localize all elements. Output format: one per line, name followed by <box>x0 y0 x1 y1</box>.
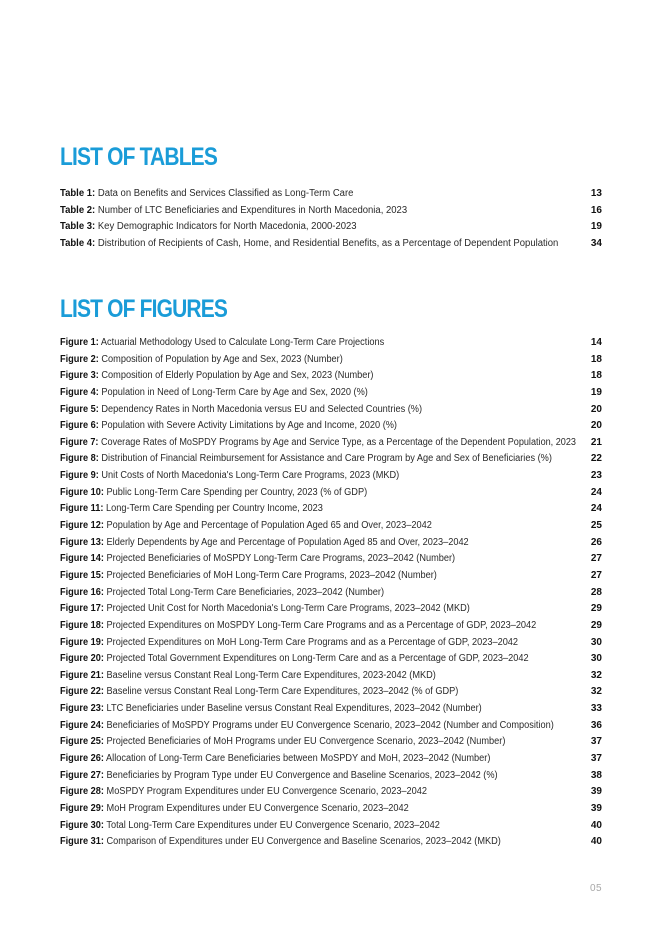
figure-entry-label: Figure 26: <box>60 753 104 765</box>
figure-entry-page-number: 30 <box>590 636 602 648</box>
figure-entry-label: Figure 24: <box>60 719 104 731</box>
figure-entry-text <box>60 718 554 735</box>
figure-entry-page-number: 27 <box>590 553 602 565</box>
figure-entry-page-number: 39 <box>590 802 602 814</box>
figure-entry-page-number: 23 <box>590 470 602 482</box>
figure-entry-text <box>60 518 432 535</box>
figure-entry-title: Elderly Dependents by Age and Percentage of Population Aged 85 and Over, 2023–2042 <box>106 536 469 548</box>
figure-entry-page-number: 38 <box>590 769 602 781</box>
figure-entry-title: Comparison of Expenditures under EU Convergence and Baseline Scenarios, 2023–2042 (MKD) <box>106 836 501 848</box>
figure-entry-label: Figure 28: <box>60 786 104 798</box>
page-number: 05 <box>590 883 603 894</box>
table-entry[interactable] <box>60 236 602 253</box>
table-entry-page-number: 34 <box>590 237 602 249</box>
table-entry-label: Table 4: <box>60 237 96 249</box>
table-entry-page-number: 16 <box>590 204 602 216</box>
figure-entry-text <box>60 585 384 602</box>
figure-entry[interactable] <box>60 418 602 435</box>
figure-entry[interactable] <box>60 368 602 385</box>
figure-entry-text <box>60 818 440 835</box>
figure-entry[interactable] <box>60 618 602 635</box>
figure-entry-title: Composition of Elderly Population by Age and Sex, 2023 (Number) <box>101 370 374 382</box>
figure-entry-text <box>60 485 367 502</box>
figure-entry-title: Baseline versus Constant Real Long-Term Care Expenditures, 2023-2042 (MKD) <box>106 669 436 681</box>
table-entry-label: Table 1: <box>60 188 96 199</box>
figure-entry-text <box>60 535 469 552</box>
figure-entry-label: Figure 25: <box>60 736 104 748</box>
figure-entry[interactable] <box>60 734 602 751</box>
figure-entry-text <box>60 801 409 818</box>
figure-entry-title: Population in Need of Long-Term Care by Age and Sex, 2020 (%) <box>101 386 368 398</box>
figure-entry[interactable] <box>60 684 602 701</box>
figure-entry-text <box>60 834 501 851</box>
figure-entry[interactable] <box>60 468 602 485</box>
figure-entry-title: MoSPDY Program Expenditures under EU Convergence Scenario, 2023–2042 <box>106 786 428 798</box>
figure-entry-text <box>60 618 536 635</box>
figure-entry-label: Figure 21: <box>60 669 104 681</box>
figure-entry-title: Projected Beneficiaries of MoH Long-Term Care Programs, 2023–2042 (Number) <box>106 569 437 581</box>
table-entry-page-number: 19 <box>590 221 602 233</box>
figure-entry-title: Projected Beneficiaries of MoH Programs under EU Convergence Scenario, 2023–2042 (Number) <box>106 736 506 748</box>
tables-list <box>60 186 602 253</box>
figure-entry-label: Figure 8: <box>60 453 99 465</box>
figure-entry-label: Figure 22: <box>60 686 104 698</box>
figure-entry-text <box>60 551 455 568</box>
figure-entry-title: LTC Beneficiaries under Baseline versus Constant Real Expenditures, 2023–2042 (Number) <box>106 703 482 715</box>
figure-entry-page-number: 25 <box>590 520 602 532</box>
figure-entry-title: Baseline versus Constant Real Long-Term Care Expenditures, 2023–2042 (% of GDP) <box>106 686 459 698</box>
figure-entry-page-number: 36 <box>590 719 602 731</box>
figure-entry-title: Composition of Population by Age and Sex, 2023 (Number) <box>101 353 343 365</box>
figure-entry[interactable] <box>60 834 602 851</box>
figure-entry-text <box>60 568 437 585</box>
figure-entry[interactable] <box>60 352 602 369</box>
figure-entry-label: Figure 16: <box>60 586 104 598</box>
figure-entry[interactable] <box>60 435 602 452</box>
figure-entry-text <box>60 402 422 419</box>
figure-entry-label: Figure 3: <box>60 370 99 382</box>
figure-entry-label: Figure 4: <box>60 386 99 398</box>
figure-entry[interactable] <box>60 651 602 668</box>
figure-entry-label: Figure 12: <box>60 520 104 532</box>
figure-entry[interactable] <box>60 768 602 785</box>
figure-entry-text <box>60 635 518 652</box>
figure-entry-label: Figure 18: <box>60 619 104 631</box>
figure-entry-title: Dependency Rates in North Macedonia versus EU and Selected Countries (%) <box>101 403 423 415</box>
figure-entry[interactable] <box>60 535 602 552</box>
figure-entry-title: Public Long-Term Care Spending per Country, 2023 (% of GDP) <box>106 486 368 498</box>
figure-entry-page-number: 21 <box>590 436 602 448</box>
table-entry-page-number: 13 <box>590 188 602 199</box>
table-entry-text <box>60 219 357 236</box>
figure-entry[interactable] <box>60 551 602 568</box>
figure-entry-label: Figure 27: <box>60 769 104 781</box>
figure-entry-page-number: 37 <box>590 736 602 748</box>
figure-entry[interactable] <box>60 335 602 352</box>
figure-entry-title: Beneficiaries of MoSPDY Programs under EU Convergence Scenario, 2023–2042 (Number and Composition) <box>106 719 554 731</box>
figure-entry-title: Distribution of Financial Reimbursement for Assistance and Care Program by Age and Sex of Beneficiaries (%) <box>101 453 552 465</box>
figure-entry-label: Figure 20: <box>60 653 104 665</box>
list-of-tables-heading: LIST OF TABLES <box>60 143 218 171</box>
table-entry-title: Key Demographic Indicators for North Macedonia, 2000-2023 <box>97 221 357 233</box>
figure-entry[interactable] <box>60 701 602 718</box>
figure-entry[interactable] <box>60 818 602 835</box>
figure-entry-page-number: 29 <box>590 619 602 631</box>
figure-entry[interactable] <box>60 635 602 652</box>
figure-entry-title: Coverage Rates of MoSPDY Programs by Age and Service Type, as a Percentage of the Dependent Population, 2023 <box>100 436 576 448</box>
figure-entry-text <box>60 352 343 369</box>
figure-entry-text <box>60 668 436 685</box>
figure-entry-title: Beneficiaries by Program Type under EU Convergence and Baseline Scenarios, 2023–2042 (%) <box>106 769 498 781</box>
figure-entry-text <box>60 601 470 618</box>
table-entry[interactable] <box>60 186 602 203</box>
figure-entry-text <box>60 385 368 402</box>
figure-entry[interactable] <box>60 485 602 502</box>
figure-entry-label: Figure 10: <box>60 486 104 498</box>
figure-entry-page-number: 24 <box>590 503 602 515</box>
figure-entry[interactable] <box>60 718 602 735</box>
figure-entry-page-number: 29 <box>590 603 602 615</box>
figure-entry-label: Figure 1: <box>60 337 99 348</box>
figure-entry-title: Population with Severe Activity Limitations by Age and Income, 2020 (%) <box>101 420 398 432</box>
figure-entry-title: Projected Total Government Expenditures on Long-Term Care and as a Percentage of GDP, 2023–2042 <box>106 653 529 665</box>
figure-entry[interactable] <box>60 585 602 602</box>
figure-entry-page-number: 26 <box>590 536 602 548</box>
figure-entry[interactable] <box>60 751 602 768</box>
figure-entry-title: Projected Expenditures on MoH Long-Term Care Programs and as a Percentage of GDP, 2023–2042 <box>106 636 519 648</box>
table-entry-title: Number of LTC Beneficiaries and Expenditures in North Macedonia, 2023 <box>97 204 408 216</box>
figure-entry-page-number: 40 <box>590 836 602 848</box>
figure-entry[interactable] <box>60 501 602 518</box>
figure-entry[interactable] <box>60 451 602 468</box>
figure-entry-title: Allocation of Long-Term Care Beneficiaries between MoSPDY and MoH, 2023–2042 (Number) <box>106 753 491 765</box>
figure-entry-page-number: 14 <box>590 337 602 348</box>
table-entry[interactable] <box>60 219 602 236</box>
figure-entry-label: Figure 30: <box>60 819 104 831</box>
figure-entry-page-number: 39 <box>590 786 602 798</box>
figure-entry-page-number: 20 <box>590 403 602 415</box>
figure-entry-text <box>60 734 505 751</box>
figure-entry-text <box>60 418 397 435</box>
table-entry-label: Table 2: <box>60 204 96 216</box>
figure-entry[interactable] <box>60 518 602 535</box>
figure-entry-title: MoH Program Expenditures under EU Convergence Scenario, 2023–2042 <box>106 802 409 814</box>
figure-entry-page-number: 32 <box>590 669 602 681</box>
figure-entry-title: Projected Total Long-Term Care Beneficiaries, 2023–2042 (Number) <box>106 586 385 598</box>
figure-entry-label: Figure 11: <box>60 503 104 515</box>
figures-list <box>60 335 602 851</box>
figure-entry-text <box>60 784 427 801</box>
figure-entry[interactable] <box>60 801 602 818</box>
table-entry-title: Distribution of Recipients of Cash, Home, and Residential Benefits, as a Percentage of Dependent Population <box>97 237 559 249</box>
figure-entry-text <box>60 651 529 668</box>
figure-entry-title: Projected Beneficiaries of MoSPDY Long-Term Care Programs, 2023–2042 (Number) <box>106 553 456 565</box>
figure-entry-page-number: 20 <box>590 420 602 432</box>
figure-entry-text <box>60 368 373 385</box>
figure-entry-page-number: 27 <box>590 569 602 581</box>
figure-entry-text <box>60 335 384 352</box>
figure-entry-text <box>60 435 576 452</box>
figure-entry-label: Figure 29: <box>60 802 104 814</box>
figure-entry-label: Figure 23: <box>60 703 104 715</box>
figure-entry-page-number: 33 <box>590 703 602 715</box>
figure-entry-title: Unit Costs of North Macedonia's Long-Term Care Programs, 2023 (MKD) <box>101 470 400 482</box>
figure-entry-page-number: 18 <box>590 353 602 365</box>
figure-entry-title: Total Long-Term Care Expenditures under EU Convergence Scenario, 2023–2042 <box>106 819 440 831</box>
figure-entry-page-number: 30 <box>590 653 602 665</box>
figure-entry-title: Projected Unit Cost for North Macedonia's Long-Term Care Programs, 2023–2042 (MKD) <box>106 603 470 615</box>
figure-entry-text <box>60 501 323 518</box>
figure-entry-page-number: 18 <box>590 370 602 382</box>
figure-entry-label: Figure 5: <box>60 403 99 415</box>
table-entry-text <box>60 203 407 220</box>
figure-entry-text <box>60 701 482 718</box>
table-entry-text <box>60 236 558 253</box>
figure-entry[interactable] <box>60 402 602 419</box>
figure-entry-title: Long-Term Care Spending per Country Income, 2023 <box>106 503 323 515</box>
figure-entry-page-number: 32 <box>590 686 602 698</box>
figure-entry-label: Figure 19: <box>60 636 104 648</box>
figure-entry-page-number: 28 <box>590 586 602 598</box>
figure-entry-page-number: 37 <box>590 753 602 765</box>
figure-entry[interactable] <box>60 568 602 585</box>
figure-entry-label: Figure 14: <box>60 553 104 565</box>
figure-entry[interactable] <box>60 784 602 801</box>
figure-entry-label: Figure 13: <box>60 536 104 548</box>
figure-entry[interactable] <box>60 385 602 402</box>
figure-entry-page-number: 40 <box>590 819 602 831</box>
table-entry-label: Table 3: <box>60 221 96 233</box>
figure-entry-text <box>60 751 490 768</box>
figure-entry-text <box>60 684 458 701</box>
figure-entry-text <box>60 468 399 485</box>
list-of-figures-heading: LIST OF FIGURES <box>60 295 228 323</box>
figure-entry-title: Projected Expenditures on MoSPDY Long-Term Care Programs and as a Percentage of GDP, 2023–2042 <box>106 619 537 631</box>
figure-entry-label: Figure 31: <box>60 836 104 848</box>
figure-entry-text <box>60 451 552 468</box>
list-of-figures-section <box>60 294 602 851</box>
figure-entry-label: Figure 9: <box>60 470 99 482</box>
figure-entry-title: Actuarial Methodology Used to Calculate Long-Term Care Projections <box>100 337 385 348</box>
table-entry-title: Data on Benefits and Services Classified as Long-Term Care <box>97 188 354 199</box>
figure-entry-label: Figure 17: <box>60 603 104 615</box>
figure-entry-label: Figure 7: <box>60 436 99 448</box>
table-entry-text <box>60 186 353 203</box>
list-of-tables-section <box>60 142 602 253</box>
figure-entry-label: Figure 6: <box>60 420 99 432</box>
figure-entry-page-number: 22 <box>590 453 602 465</box>
figure-entry-title: Population by Age and Percentage of Population Aged 65 and Over, 2023–2042 <box>106 520 432 532</box>
figure-entry[interactable] <box>60 601 602 618</box>
figure-entry[interactable] <box>60 668 602 685</box>
figure-entry-label: Figure 2: <box>60 353 99 365</box>
figure-entry-page-number: 19 <box>590 386 602 398</box>
figure-entry-page-number: 24 <box>590 486 602 498</box>
figure-entry-text <box>60 768 498 785</box>
table-entry[interactable] <box>60 203 602 220</box>
figure-entry-label: Figure 15: <box>60 569 104 581</box>
